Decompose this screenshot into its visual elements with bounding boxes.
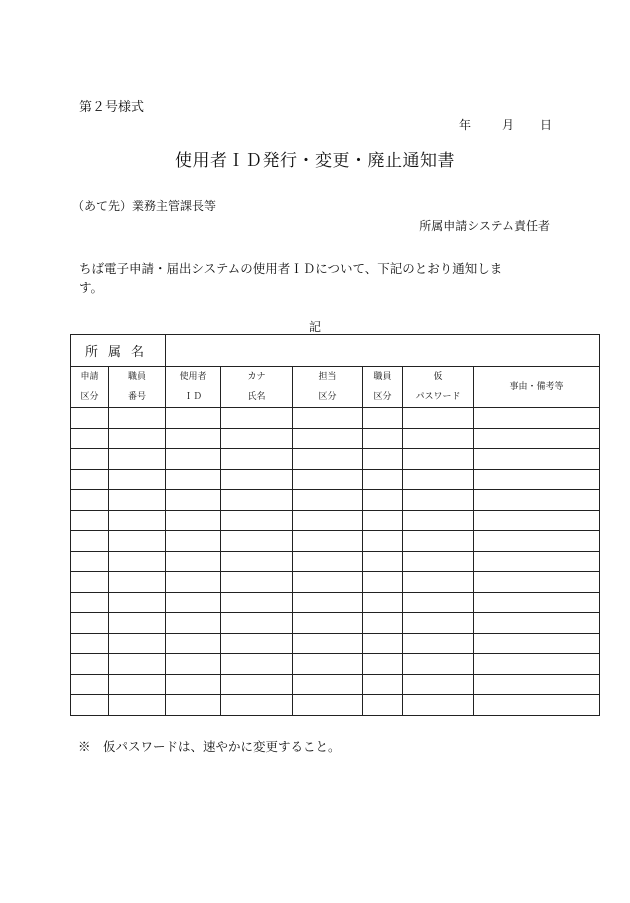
table-cell[interactable]: [363, 633, 403, 654]
table-cell[interactable]: [221, 695, 293, 716]
column-header-row: [71, 367, 600, 408]
header-user-id-line1: 使用者: [179, 372, 207, 382]
table-cell[interactable]: [363, 490, 403, 511]
table-cell[interactable]: [109, 695, 166, 716]
table-row: [71, 572, 600, 593]
table-cell[interactable]: [221, 572, 293, 593]
table-cell[interactable]: [363, 531, 403, 552]
header-kana-name-line2: 氏名: [247, 392, 266, 402]
header-temp-password-line1: 仮: [433, 372, 443, 382]
table-cell[interactable]: [166, 633, 221, 654]
table-cell[interactable]: [363, 674, 403, 695]
table-cell[interactable]: [221, 592, 293, 613]
header-temp-password-line2: パスワード: [415, 392, 461, 402]
table-cell[interactable]: [403, 572, 474, 593]
table-row: [71, 633, 600, 654]
table-cell[interactable]: [403, 510, 474, 531]
table-cell[interactable]: [474, 613, 600, 634]
table-cell[interactable]: [363, 551, 403, 572]
header-temp-password: [403, 367, 474, 408]
table-cell[interactable]: [293, 428, 363, 449]
form-number: 第２号様式: [79, 100, 145, 115]
table-cell[interactable]: [166, 408, 221, 429]
table-cell[interactable]: [221, 531, 293, 552]
table-cell[interactable]: [293, 551, 363, 572]
table-cell[interactable]: [293, 613, 363, 634]
table-cell[interactable]: [109, 510, 166, 531]
table-cell[interactable]: [71, 449, 109, 470]
table-cell[interactable]: [293, 654, 363, 675]
table-cell[interactable]: [363, 469, 403, 490]
table-cell[interactable]: [109, 469, 166, 490]
header-kana-name: [221, 367, 293, 408]
table-cell[interactable]: [166, 592, 221, 613]
table-row: [71, 695, 600, 716]
table-cell[interactable]: [403, 531, 474, 552]
table-cell[interactable]: [166, 613, 221, 634]
table-cell[interactable]: [403, 428, 474, 449]
table-cell[interactable]: [221, 510, 293, 531]
table-cell[interactable]: [166, 674, 221, 695]
table-cell[interactable]: [71, 695, 109, 716]
header-application-type: [71, 367, 109, 408]
date-month-label: 月: [502, 118, 515, 132]
table-cell[interactable]: [403, 490, 474, 511]
table-cell[interactable]: [474, 531, 600, 552]
table-cell[interactable]: [221, 674, 293, 695]
table-cell[interactable]: [293, 510, 363, 531]
table-cell[interactable]: [363, 510, 403, 531]
table-cell[interactable]: [474, 674, 600, 695]
table-row: [71, 449, 600, 470]
table-cell[interactable]: [221, 469, 293, 490]
header-role-type: [293, 367, 363, 408]
table-cell[interactable]: [109, 428, 166, 449]
header-kana-name-line1: カナ: [247, 372, 266, 382]
table-cell[interactable]: [474, 654, 600, 675]
header-staff-type-line2: 区分: [373, 392, 392, 402]
table-cell[interactable]: [363, 449, 403, 470]
table-cell[interactable]: [71, 572, 109, 593]
table-cell[interactable]: [71, 633, 109, 654]
header-reason-remarks: 事由・備考等: [474, 367, 600, 408]
table-cell[interactable]: [221, 551, 293, 572]
table-row: [71, 531, 600, 552]
password-note: ※ 仮パスワードは、速やかに変更すること。: [78, 739, 341, 754]
header-staff-type-line1: 職員: [373, 372, 392, 382]
document-title: 使用者ＩＤ発行・変更・廃止通知書: [175, 151, 455, 171]
table-cell[interactable]: [166, 654, 221, 675]
table-cell[interactable]: [109, 490, 166, 511]
table-row: [71, 654, 600, 675]
table-row: [71, 428, 600, 449]
table-cell[interactable]: [166, 510, 221, 531]
header-user-id: [166, 367, 221, 408]
table-cell[interactable]: [363, 592, 403, 613]
table-row: [71, 408, 600, 429]
department-value-cell[interactable]: [166, 335, 600, 367]
table-cell[interactable]: [71, 613, 109, 634]
table-cell[interactable]: [293, 633, 363, 654]
table-row: [71, 674, 600, 695]
table-row: [71, 613, 600, 634]
table-cell[interactable]: [71, 551, 109, 572]
table-cell[interactable]: [166, 469, 221, 490]
header-staff-number: [109, 367, 166, 408]
table-cell[interactable]: [109, 674, 166, 695]
sender: 所属申請システム責任者: [419, 219, 550, 233]
table-cell[interactable]: [221, 633, 293, 654]
body-text-line-1: ちば電子申請・届出システムの使用者ＩＤについて、下記のとおり通知しま: [79, 261, 503, 276]
ki-heading: 記: [308, 320, 321, 334]
table-cell[interactable]: [403, 592, 474, 613]
date-year-label: 年: [459, 118, 472, 132]
table-cell[interactable]: [403, 449, 474, 470]
table-cell[interactable]: [71, 490, 109, 511]
table-cell[interactable]: [363, 572, 403, 593]
table-cell[interactable]: [403, 674, 474, 695]
table-cell[interactable]: [109, 633, 166, 654]
table-row: [71, 510, 600, 531]
table-cell[interactable]: [166, 428, 221, 449]
table-row: [71, 469, 600, 490]
table-cell[interactable]: [474, 449, 600, 470]
table-cell[interactable]: [166, 551, 221, 572]
table-cell[interactable]: [166, 695, 221, 716]
table-row: [71, 551, 600, 572]
table-cell[interactable]: [71, 592, 109, 613]
date-day-label: 日: [540, 118, 553, 132]
table-cell[interactable]: [71, 674, 109, 695]
table-cell[interactable]: [293, 449, 363, 470]
table-cell[interactable]: [474, 551, 600, 572]
table-cell[interactable]: [221, 449, 293, 470]
table-cell[interactable]: [109, 592, 166, 613]
table-cell[interactable]: [221, 490, 293, 511]
recipient: （あて先）業務主管課長等: [72, 199, 217, 213]
table-cell[interactable]: [363, 654, 403, 675]
table-cell[interactable]: [293, 592, 363, 613]
table-cell[interactable]: [363, 428, 403, 449]
table-cell[interactable]: [293, 490, 363, 511]
table-cell[interactable]: [403, 633, 474, 654]
table-cell[interactable]: [474, 469, 600, 490]
table-cell[interactable]: [474, 592, 600, 613]
table-cell[interactable]: [363, 408, 403, 429]
table-cell[interactable]: [474, 510, 600, 531]
table-cell[interactable]: [474, 695, 600, 716]
table-cell[interactable]: [71, 510, 109, 531]
header-role-type-line2: 区分: [318, 392, 337, 402]
table-cell[interactable]: [403, 551, 474, 572]
table-cell[interactable]: [474, 408, 600, 429]
header-staff-number-line2: 番号: [128, 392, 147, 402]
table-cell[interactable]: [293, 572, 363, 593]
table-cell[interactable]: [474, 428, 600, 449]
table-cell[interactable]: [403, 408, 474, 429]
header-application-type-line2: 区分: [80, 392, 99, 402]
table-cell[interactable]: [293, 531, 363, 552]
table-row: [71, 592, 600, 613]
table-cell[interactable]: [403, 695, 474, 716]
table-cell[interactable]: [71, 469, 109, 490]
table-cell[interactable]: [403, 654, 474, 675]
table-cell[interactable]: [71, 654, 109, 675]
table-cell[interactable]: [71, 531, 109, 552]
table-cell[interactable]: [109, 654, 166, 675]
table-cell[interactable]: [109, 449, 166, 470]
body-text-line-2: す。: [79, 280, 104, 295]
header-staff-number-line1: 職員: [128, 372, 147, 382]
table-cell[interactable]: [403, 613, 474, 634]
table-cell[interactable]: [221, 428, 293, 449]
table-cell[interactable]: [293, 674, 363, 695]
table-cell[interactable]: [109, 531, 166, 552]
table-cell[interactable]: [363, 695, 403, 716]
table-cell[interactable]: [166, 490, 221, 511]
report-table: [70, 334, 600, 716]
table-cell[interactable]: [474, 572, 600, 593]
table-cell[interactable]: [109, 572, 166, 593]
header-application-type-line1: 申請: [80, 372, 99, 382]
table-cell[interactable]: [293, 695, 363, 716]
table-cell[interactable]: [166, 572, 221, 593]
table-cell[interactable]: [474, 490, 600, 511]
table-cell[interactable]: [166, 449, 221, 470]
table-cell[interactable]: [293, 469, 363, 490]
table-cell[interactable]: [109, 613, 166, 634]
table-cell[interactable]: [109, 551, 166, 572]
table-cell[interactable]: [474, 633, 600, 654]
table-cell[interactable]: [221, 613, 293, 634]
table-cell[interactable]: [403, 469, 474, 490]
table-cell[interactable]: [71, 408, 109, 429]
header-role-type-line1: 担当: [318, 372, 337, 382]
table-cell[interactable]: [221, 408, 293, 429]
table-cell[interactable]: [71, 428, 109, 449]
table-cell[interactable]: [363, 613, 403, 634]
table-cell[interactable]: [109, 408, 166, 429]
table-cell[interactable]: [293, 408, 363, 429]
header-staff-type: [363, 367, 403, 408]
department-label: 所属名: [71, 335, 166, 367]
table-row: [71, 490, 600, 511]
table-cell[interactable]: [221, 654, 293, 675]
department-row: [71, 335, 600, 367]
table-cell[interactable]: [166, 531, 221, 552]
header-user-id-line2: ＩＤ: [184, 392, 203, 402]
